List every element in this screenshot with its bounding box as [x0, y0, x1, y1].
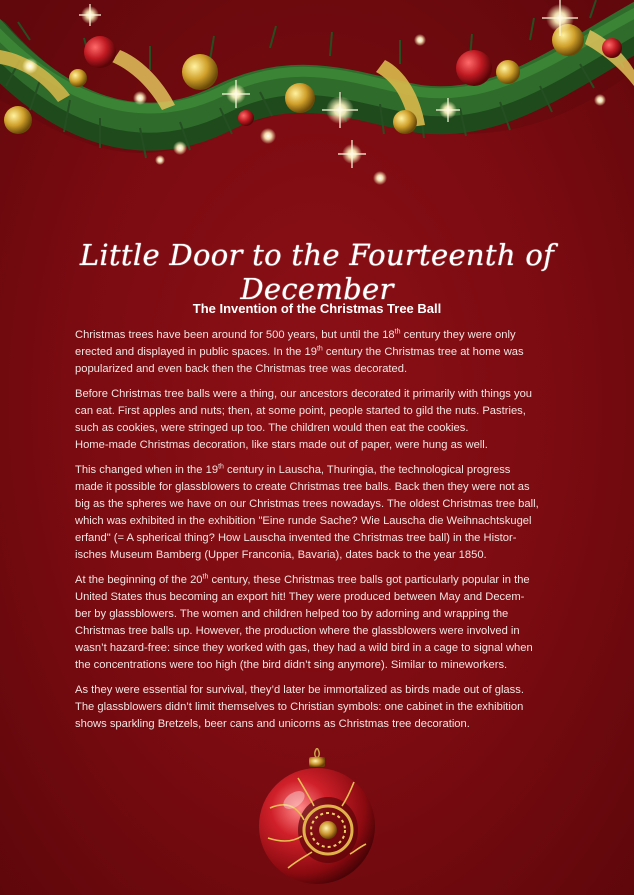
text-line: erected and displayed in public spaces. In the 19th century the Christmas tree at home was: [75, 345, 524, 358]
text-line: shows sparkling Bretzels, beer cans and unicorns as Christmas tree decoration.: [75, 718, 470, 730]
page-title: Little Door to the Fourteenth of December: [79, 238, 555, 306]
text-line: which was exhibited in the exhibition "Eine runde Sache? Wie Lauscha die Weihnachtskugel: [75, 515, 532, 527]
text-line: big as the spheres we have on our Christmas trees nowadays. The oldest Christmas tree ball,: [75, 498, 539, 510]
text-line: such as cookies, were stringed up too. The children would then eat the cookies.: [75, 422, 469, 434]
text-line: Christmas tree balls up. However, the production where the glassblowers were involved in: [75, 625, 520, 637]
paragraph: [75, 682, 565, 733]
text-line: the concentrations were too high (the bird didn’t sing anymore). Similar to mineworkers.: [75, 659, 508, 671]
paragraph: [75, 462, 565, 564]
article-body: [75, 327, 565, 741]
text-line: popularized and even back then the Christmas tree was decorated.: [75, 363, 408, 375]
text-line: At the beginning of the 20th century, these Christmas tree balls got particularly popular in the: [75, 573, 530, 586]
christmas-ornament-icon: [258, 748, 376, 888]
text-line: Home-made Christmas decoration, like stars made out of paper, were hung as well.: [75, 439, 488, 451]
text-line: Before Christmas tree balls were a thing, our ancestors decorated it primarily with things you: [75, 388, 533, 400]
text-line: United States thus becoming an export hit! They were produced between May and Decem-: [75, 591, 525, 603]
text-line: As they were essential for survival, they’d later be immortalized as birds made out of glass.: [75, 684, 524, 696]
paragraph: [75, 572, 565, 674]
text-line: can eat. First apples and nuts; then, at some point, people started to gild the nuts. Pastries,: [75, 405, 526, 417]
text-line: erfand" (= A spherical thing? How Lauscha invented the Christmas tree ball) in the Histor-: [75, 532, 517, 544]
text-line: This changed when in the 19th century in Lauscha, Thuringia, the technological progress: [75, 463, 511, 476]
text-line: The glassblowers didn’t limit themselves to Christian symbols: one cabinet in the exhibition: [75, 701, 524, 713]
text-line: made it possible for glassblowers to create Christmas tree balls. Back then they were not as: [75, 481, 530, 493]
text-line: Christmas trees have been around for 500 years, but until the 18th century they were only: [75, 328, 516, 341]
text-line: ber by glassblowers. The women and children helped too by adorning and wrapping the: [75, 608, 509, 620]
paragraph: [75, 386, 565, 454]
paragraph: [75, 327, 565, 378]
article-heading: The Invention of the Christmas Tree Ball: [192, 301, 442, 316]
text-line: wasn’t hazard-free: since they worked with gas, they had a wild bird in a cage to signal when: [75, 642, 533, 654]
christmas-garland-icon: [0, 0, 634, 220]
text-line: isches Museum Bamberg (Upper Franconia, Bavaria), dates back to the year 1850.: [75, 549, 487, 561]
